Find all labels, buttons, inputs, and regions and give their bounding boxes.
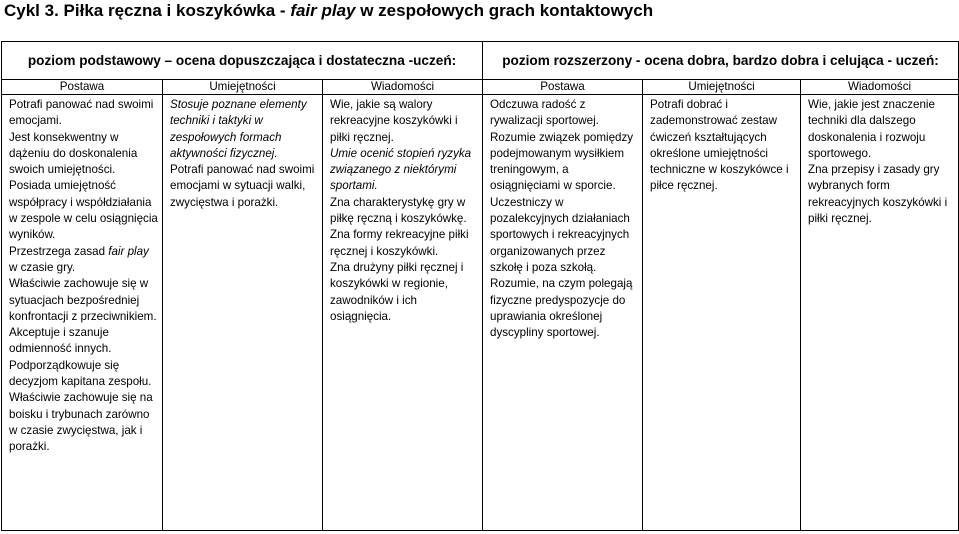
requirement-text: Stosuje poznane elementy techniki i taktyki w zespołowych formach aktywności fizycznej. bbox=[170, 98, 307, 160]
header-umiejetnosci-basic: Umiejętności bbox=[163, 80, 323, 95]
requirement-item bbox=[490, 130, 638, 195]
requirement-text: Potrafi panować nad swoimi emocjami. bbox=[9, 98, 154, 128]
content-row bbox=[2, 95, 959, 531]
requirement-text: Potrafi panować nad swoimi emocjami w sytuacji walki, zwycięstwa i porażki. bbox=[170, 163, 315, 209]
requirement-item bbox=[490, 97, 638, 130]
requirement-text: Akceptuje i szanuje odmienność innych. bbox=[9, 326, 112, 356]
requirement-text: Zna drużyny piłki ręcznej i koszykówki w regionie, zawodników i ich osiągnięcia. bbox=[330, 260, 464, 323]
requirement-item bbox=[9, 130, 158, 179]
requirement-text: Podporządkowuje się decyzjom kapitana zespołu. bbox=[9, 358, 152, 389]
cell-umiejetnosci-advanced bbox=[643, 95, 801, 531]
requirement-item bbox=[170, 162, 318, 211]
advanced-level-header: poziom rozszerzony - ocena dobra, bardzo dobra i celująca - uczeń: bbox=[483, 42, 959, 80]
cell-postawa-basic bbox=[2, 95, 163, 531]
header-wiadomosci-basic: Wiadomości bbox=[323, 80, 483, 95]
requirement-item bbox=[330, 227, 478, 260]
page-title bbox=[4, 0, 653, 22]
requirement-text: Jest konsekwentny w dążeniu do doskonalenia swoich umiejętności. bbox=[9, 130, 138, 177]
requirement-text: Właściwie zachowuje się na boisku i trybunach zarówno w czasie zwycięstwa, jak i porażki. bbox=[9, 391, 153, 454]
cell-wiadomosci-advanced bbox=[801, 95, 959, 531]
requirement-text: Odczuwa radość z rywalizacji sportowej. bbox=[490, 98, 599, 128]
requirement-text: Umie ocenić stopień ryzyka związanego z niektórymi sportami. bbox=[330, 146, 472, 193]
requirement-text: Potrafi dobrać i zademonstrować zestaw ćwiczeń kształtujących określone umiejętności techniczne w koszykówce i piłce ręcznej. bbox=[650, 98, 789, 193]
requirement-text: Przestrzega zasad bbox=[9, 244, 109, 258]
requirements-table bbox=[1, 41, 959, 531]
cell-wiadomosci-basic bbox=[323, 95, 483, 531]
requirement-text: Uczestniczy w pozalekcyjnych działaniach sportowych i rekreacyjnych organizowanych przez szkołę i poza szkołą. bbox=[490, 195, 630, 274]
requirement-item bbox=[9, 358, 158, 391]
requirement-item bbox=[490, 195, 638, 276]
requirement-text: Zna charakterystykę gry w piłkę ręczną i koszykówkę. bbox=[330, 195, 467, 226]
requirement-item bbox=[808, 162, 954, 227]
requirement-item bbox=[9, 178, 158, 243]
requirement-item bbox=[330, 260, 478, 325]
requirement-item bbox=[9, 325, 158, 358]
category-header-row bbox=[2, 80, 959, 95]
requirement-item bbox=[330, 97, 478, 146]
basic-level-header: poziom podstawowy – ocena dopuszczająca i dostateczna -uczeń: bbox=[2, 42, 483, 80]
header-postawa-basic: Postawa bbox=[2, 80, 163, 95]
header-umiejetnosci-advanced: Umiejętności bbox=[643, 80, 801, 95]
requirement-text: Rozumie, na czym polegają fizyczne predyspozycje do uprawiania określonej dyscypliny sportowej. bbox=[490, 277, 633, 340]
title-prefix: Cykl 3. Piłka ręczna i koszykówka - bbox=[4, 1, 291, 20]
requirement-item bbox=[490, 276, 638, 341]
requirement-item bbox=[330, 146, 478, 195]
cell-postawa-advanced bbox=[483, 95, 643, 531]
requirement-item bbox=[170, 97, 318, 162]
requirement-text: Wie, jakie jest znaczenie techniki dla dalszego doskonalenia i rozwoju sportowego. bbox=[808, 98, 935, 160]
level-row bbox=[2, 42, 959, 80]
requirement-item bbox=[9, 244, 158, 277]
requirement-text: Posiada umiejętność współpracy i współdziałania w zespole w celu osiągnięcia wyników. bbox=[9, 179, 158, 242]
requirement-text: Właściwie zachowuje się w sytuacjach bezpośredniej konfrontacji z przeciwnikiem. bbox=[9, 277, 157, 323]
requirement-text: Rozumie związek pomiędzy podejmowanym wysiłkiem treningowym, a osiągnięciami w sporcie. bbox=[490, 130, 634, 193]
requirement-item bbox=[330, 195, 478, 228]
requirement-text: Zna przepisy i zasady gry wybranych form rekreacyjnych koszykówki i piłki ręcznej. bbox=[808, 163, 948, 226]
header-wiadomosci-advanced: Wiadomości bbox=[801, 80, 959, 95]
title-fair-play: fair play bbox=[290, 1, 356, 20]
requirement-text: w czasie gry. bbox=[9, 260, 76, 274]
title-suffix: w zespołowych grach kontaktowych bbox=[355, 1, 654, 20]
requirement-item bbox=[808, 97, 954, 162]
header-postawa-advanced: Postawa bbox=[483, 80, 643, 95]
requirement-item bbox=[650, 97, 796, 195]
requirement-text: Wie, jakie są walory rekreacyjne koszykówki i piłki ręcznej. bbox=[330, 98, 458, 144]
requirement-text: Zna formy rekreacyjne piłki ręcznej i koszykówki. bbox=[330, 228, 469, 258]
requirement-item bbox=[9, 276, 158, 325]
requirement-item bbox=[9, 97, 158, 130]
requirement-item bbox=[9, 390, 158, 455]
requirement-text: fair play bbox=[108, 244, 149, 258]
cell-umiejetnosci-basic bbox=[163, 95, 323, 531]
